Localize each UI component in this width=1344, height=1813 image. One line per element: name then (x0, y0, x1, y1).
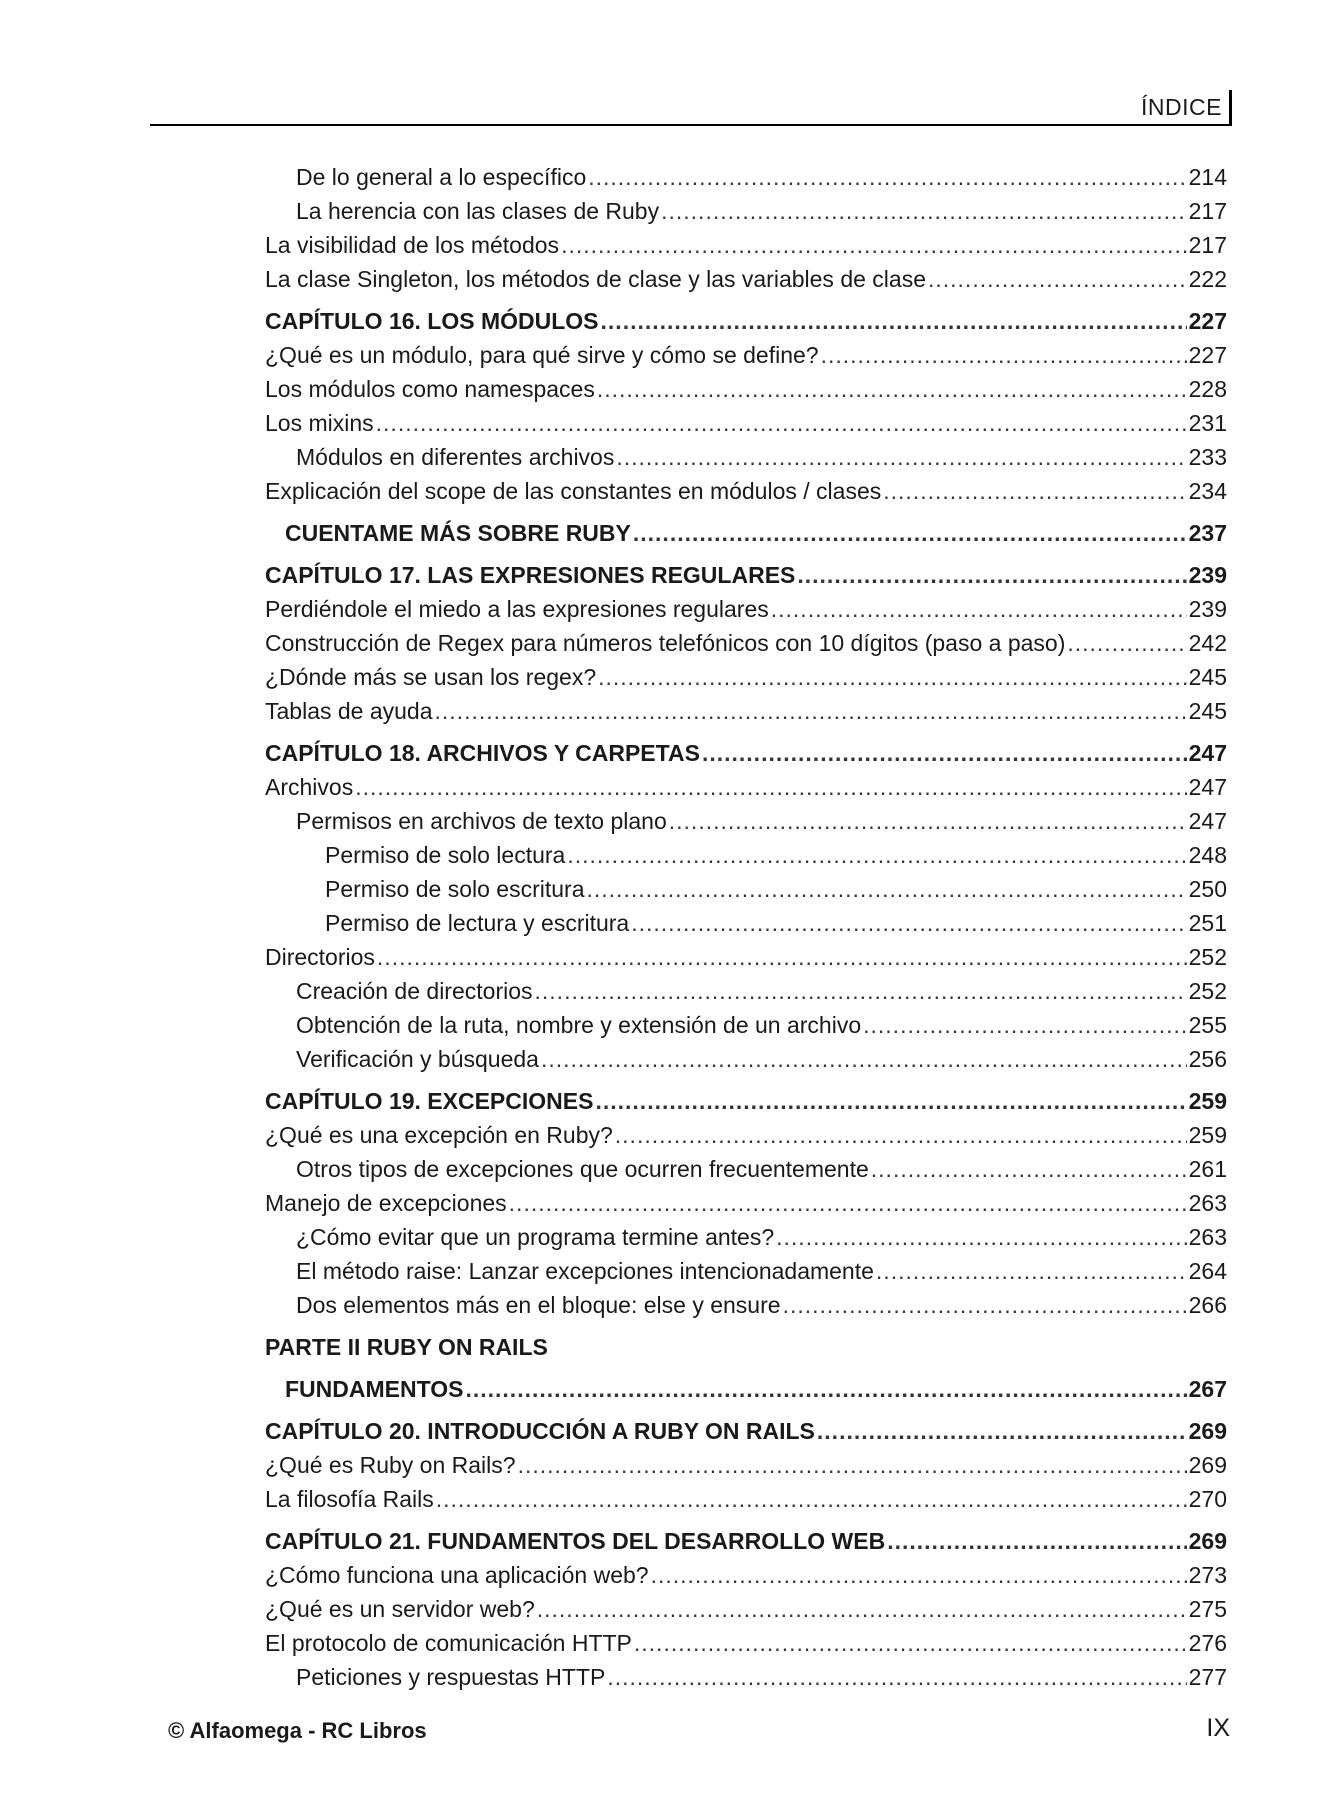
toc-leader-dots (616, 440, 1186, 474)
toc-entry (265, 1558, 1227, 1592)
toc-leader-dots (597, 372, 1187, 406)
toc-leader-dots (776, 1220, 1186, 1254)
toc-leader-dots (876, 1254, 1187, 1288)
toc-leader-dots (783, 1288, 1187, 1322)
toc-entry (265, 228, 1227, 262)
footer-page-number: IX (1206, 1714, 1230, 1742)
toc-entry (265, 406, 1227, 440)
toc-chapter-row (265, 304, 1227, 338)
toc-entry-page: 259 (1188, 1088, 1227, 1114)
toc-entry-label: Explicación del scope de las constantes en módulos / clases (265, 478, 882, 504)
toc-entry-page: 250 (1188, 876, 1227, 902)
toc-entry-page: 269 (1188, 1452, 1227, 1478)
toc-entry-label: Creación de directorios (296, 978, 533, 1004)
toc-entry (265, 770, 1227, 804)
toc-entry (265, 160, 1227, 194)
toc-entry-page: 234 (1188, 478, 1227, 504)
toc-entry (265, 338, 1227, 372)
toc-leader-dots (598, 660, 1187, 694)
toc-entry-page: 269 (1188, 1418, 1227, 1444)
toc-chapter-row (265, 736, 1227, 770)
toc-entry-label: ¿Qué es un servidor web? (265, 1596, 535, 1622)
toc-leader-dots (883, 474, 1186, 508)
toc-entry-label: Directorios (265, 944, 375, 970)
toc-entry-label: Permiso de solo escritura (325, 876, 585, 902)
toc-leader-dots (537, 1592, 1187, 1626)
toc-leader-dots (436, 1482, 1187, 1516)
toc-leader-dots (702, 736, 1187, 770)
toc-entry (265, 1008, 1227, 1042)
toc-entry-page: 269 (1188, 1528, 1227, 1554)
toc-leader-dots (587, 872, 1187, 906)
toc-entry-page: 276 (1188, 1630, 1227, 1656)
toc-entry-label: ¿Qué es una excepción en Ruby? (265, 1122, 613, 1148)
toc-entry-label: Perdiéndole el miedo a las expresiones regulares (265, 596, 769, 622)
toc-entry-label: Obtención de la ruta, nombre y extensión de un archivo (296, 1012, 862, 1038)
toc-entry-page: 247 (1188, 808, 1227, 834)
toc-leader-dots (871, 1152, 1187, 1186)
header-rule (150, 124, 1232, 126)
toc-entry-label: Tablas de ayuda (265, 698, 433, 724)
toc-entry-page: 270 (1188, 1486, 1227, 1512)
toc-entry-label: ¿Qué es Ruby on Rails? (265, 1452, 516, 1478)
toc-entry-page: 266 (1188, 1292, 1227, 1318)
toc-leader-dots (928, 262, 1187, 296)
toc-entry (265, 1330, 1227, 1364)
toc-entry (265, 1042, 1227, 1076)
toc-entry-page: 267 (1188, 1376, 1227, 1402)
toc-entry-label: ¿Qué es un módulo, para qué sirve y cómo se define? (265, 342, 819, 368)
toc-leader-dots (435, 694, 1187, 728)
toc-entry-label: La herencia con las clases de Ruby (296, 198, 660, 224)
toc-leader-dots (821, 338, 1187, 372)
toc-entry-page: 247 (1188, 774, 1227, 800)
toc-entry-label: Peticiones y respuestas HTTP (296, 1664, 606, 1690)
toc-entry-page: 264 (1188, 1258, 1227, 1284)
toc-leader-dots (601, 304, 1187, 338)
toc-entry-label: ¿Cómo funciona una aplicación web? (265, 1562, 649, 1588)
toc-entry (265, 1626, 1227, 1660)
toc-entry (265, 974, 1227, 1008)
toc-entry-label: Construcción de Regex para números telefónicos con 10 dígitos (paso a paso) (265, 630, 1066, 656)
toc-entry-page: 261 (1188, 1156, 1227, 1182)
toc-leader-dots (518, 1448, 1187, 1482)
toc-chapter-row (265, 558, 1227, 592)
toc-entry-page: 233 (1188, 444, 1227, 470)
toc-entry-label: Los módulos como namespaces (265, 376, 595, 402)
toc-entry-page: 228 (1188, 376, 1227, 402)
toc-entry-page: 227 (1188, 308, 1227, 334)
toc-entry-label: El protocolo de comunicación HTTP (265, 1630, 632, 1656)
toc-entry (265, 1254, 1227, 1288)
toc-leader-dots (567, 838, 1186, 872)
toc-entry-label: Otros tipos de excepciones que ocurren frecuentemente (296, 1156, 869, 1182)
toc-leader-dots (377, 940, 1187, 974)
toc-entry-label: De lo general a lo específico (296, 164, 587, 190)
toc-entry (265, 1220, 1227, 1254)
toc-entry-page: 242 (1188, 630, 1227, 656)
toc-entry (265, 804, 1227, 838)
toc-entry (265, 906, 1227, 940)
toc-entry-page: 263 (1188, 1190, 1227, 1216)
toc-entry-label: FUNDAMENTOS (285, 1376, 464, 1402)
toc-entry-label: CAPÍTULO 20. INTRODUCCIÓN A RUBY ON RAILS (265, 1418, 815, 1444)
toc-entry (265, 1372, 1227, 1406)
toc-entry (265, 1592, 1227, 1626)
toc-entry-page: 222 (1188, 266, 1227, 292)
toc-entry-label: La filosofía Rails (265, 1486, 434, 1512)
toc-leader-dots (771, 592, 1187, 626)
toc-chapter-row (265, 1414, 1227, 1448)
toc-entry-page: 263 (1188, 1224, 1227, 1250)
toc-leader-dots (465, 1372, 1186, 1406)
toc-entry (265, 1660, 1227, 1694)
toc-entry (265, 474, 1227, 508)
toc-entry-label: Verificación y búsqueda (296, 1046, 539, 1072)
toc-entry (265, 1118, 1227, 1152)
toc-entry-page: 252 (1188, 944, 1227, 970)
toc-entry-page: 214 (1188, 164, 1227, 190)
toc-entry (265, 694, 1227, 728)
toc-leader-dots (669, 804, 1187, 838)
toc-leader-dots (817, 1414, 1187, 1448)
header-title: ÍNDICE (1141, 94, 1222, 120)
toc-entry (265, 1152, 1227, 1186)
toc-entry-page: 245 (1188, 698, 1227, 724)
toc-leader-dots (661, 194, 1187, 228)
toc-leader-dots (634, 1626, 1187, 1660)
toc-chapter-row (265, 1084, 1227, 1118)
toc-entry-label: PARTE II RUBY ON RAILS (265, 1334, 548, 1360)
toc-entry-page: 248 (1188, 842, 1227, 868)
toc-entry-label: CAPÍTULO 18. ARCHIVOS Y CARPETAS (265, 740, 700, 766)
toc-leader-dots (887, 1524, 1186, 1558)
toc-entry (265, 1448, 1227, 1482)
toc-entry (265, 592, 1227, 626)
toc-entry (265, 440, 1227, 474)
toc-entry-page: 237 (1188, 520, 1227, 546)
toc-entry-page: 239 (1188, 562, 1227, 588)
toc-entry-label: Manejo de excepciones (265, 1190, 507, 1216)
toc-leader-dots (651, 1558, 1187, 1592)
toc-entry (265, 872, 1227, 906)
toc-leader-dots (863, 1008, 1187, 1042)
toc-entry-label: CAPÍTULO 16. LOS MÓDULOS (265, 308, 599, 334)
toc-entry-page: 256 (1188, 1046, 1227, 1072)
toc-entry-label: CAPÍTULO 21. FUNDAMENTOS DEL DESARROLLO WEB (265, 1528, 886, 1554)
toc-leader-dots (355, 770, 1186, 804)
toc-entry (265, 372, 1227, 406)
toc-leader-dots (631, 906, 1186, 940)
toc-chapter-row (265, 1524, 1227, 1558)
toc-entry-page: 239 (1188, 596, 1227, 622)
toc-leader-dots (797, 558, 1186, 592)
toc-leader-dots (595, 1084, 1186, 1118)
toc-entry-page: 251 (1188, 910, 1227, 936)
toc-entry (265, 1482, 1227, 1516)
toc-leader-dots (535, 974, 1187, 1008)
toc-entry (265, 838, 1227, 872)
toc-entry-page: 231 (1188, 410, 1227, 436)
toc-entry-page: 247 (1188, 740, 1227, 766)
toc-entry-label: Módulos en diferentes archivos (296, 444, 615, 470)
toc-leader-dots (541, 1042, 1187, 1076)
toc-entry (265, 194, 1227, 228)
footer-publisher: © Alfaomega - RC Libros (168, 1718, 427, 1743)
toc-entry-page: 259 (1188, 1122, 1227, 1148)
toc-leader-dots (1067, 626, 1186, 660)
toc-entry-page: 273 (1188, 1562, 1227, 1588)
header-vertical-rule (1229, 90, 1232, 126)
toc-entry (265, 1288, 1227, 1322)
toc-entry-label: La clase Singleton, los métodos de clase y las variables de clase (265, 266, 926, 292)
toc-entry (265, 940, 1227, 974)
toc-entry-page: 277 (1188, 1664, 1227, 1690)
toc-entry (265, 626, 1227, 660)
toc-entry-label: Archivos (265, 774, 354, 800)
toc-entry-label: Dos elementos más en el bloque: else y ensure (296, 1292, 781, 1318)
toc-leader-dots (607, 1660, 1186, 1694)
toc-entry-page: 275 (1188, 1596, 1227, 1622)
table-of-contents (265, 160, 1227, 1694)
toc-entry-label: ¿Dónde más se usan los regex? (265, 664, 597, 690)
toc-entry-label: Los mixins (265, 410, 374, 436)
toc-entry (265, 1186, 1227, 1220)
toc-leader-dots (615, 1118, 1187, 1152)
toc-entry-label: CAPÍTULO 19. EXCEPCIONES (265, 1088, 594, 1114)
toc-leader-dots (588, 160, 1186, 194)
toc-leader-dots (561, 228, 1187, 262)
toc-leader-dots (376, 406, 1187, 440)
toc-entry-label: Permiso de solo lectura (325, 842, 566, 868)
toc-entry-label: CAPÍTULO 17. LAS EXPRESIONES REGULARES (265, 562, 796, 588)
toc-entry-page: 255 (1188, 1012, 1227, 1038)
toc-entry-page: 217 (1188, 232, 1227, 258)
toc-entry-label: Permisos en archivos de texto plano (296, 808, 667, 834)
toc-entry-label: Permiso de lectura y escritura (325, 910, 630, 936)
toc-leader-dots (509, 1186, 1187, 1220)
toc-entry-page: 252 (1188, 978, 1227, 1004)
toc-entry-page: 227 (1188, 342, 1227, 368)
toc-entry (265, 516, 1227, 550)
toc-entry (265, 660, 1227, 694)
toc-entry-page: 217 (1188, 198, 1227, 224)
toc-entry-label: La visibilidad de los métodos (265, 232, 560, 258)
toc-leader-dots (633, 516, 1187, 550)
toc-entry-page: 245 (1188, 664, 1227, 690)
toc-entry (265, 262, 1227, 296)
toc-entry-label: ¿Cómo evitar que un programa termine antes? (296, 1224, 775, 1250)
toc-entry-label: CUENTAME MÁS SOBRE RUBY (285, 520, 631, 546)
toc-entry-label: El método raise: Lanzar excepciones intencionadamente (296, 1258, 874, 1284)
